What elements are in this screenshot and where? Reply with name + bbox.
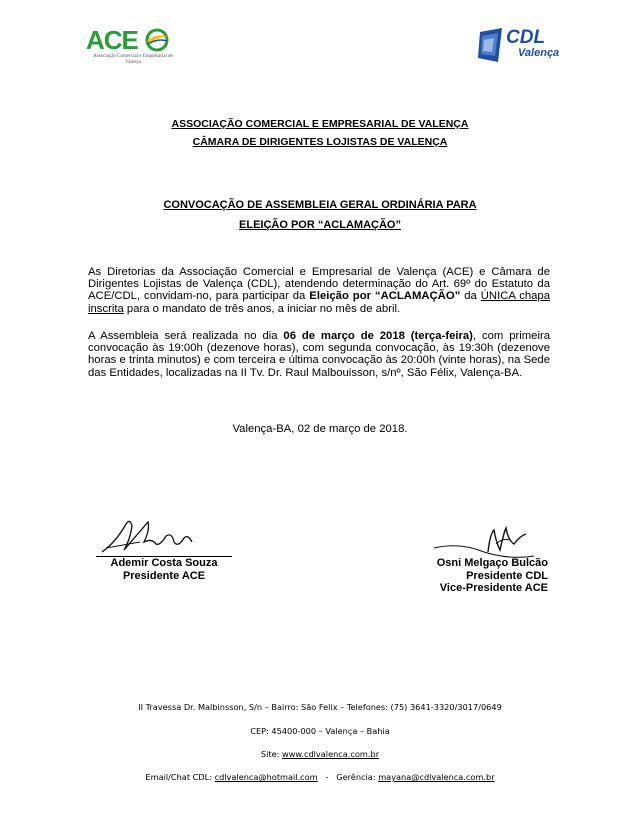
- ace-logo-tagline: Associação Comercial e Empresarial de Valença: [93, 54, 173, 65]
- paragraph-assembly: [88, 330, 550, 379]
- footer-gerencia-label: - Gerência:: [317, 772, 379, 782]
- footer-site-label: Site:: [260, 749, 283, 759]
- footer-site-link[interactable]: www.cdlvalenca.com.br: [282, 749, 380, 759]
- paragraph-assembly-text1: A Assembleia será realizada no dia: [88, 330, 284, 342]
- signature-right: [418, 557, 548, 595]
- header-line-cdl: CÂMARA DE DIRIGENTES LOJISTAS DE VALENÇA: [192, 136, 448, 148]
- footer-site: [0, 749, 640, 759]
- header-line-ace: ASSOCIAÇÃO COMERCIAL E EMPRESARIAL DE VALENÇA: [171, 118, 469, 130]
- cdl-logo-swoosh-icon: [478, 28, 508, 62]
- paragraph-invitation-underlined: ÚNICA chapa inscrita: [88, 290, 550, 315]
- paragraph-invitation-text3: para o mandato de três anos, a iniciar no mês de abril.: [123, 302, 401, 315]
- paragraph-invitation-bold: Eleição por “ACLAMAÇÃO”: [309, 290, 461, 303]
- signature-right-scribble-icon: [430, 522, 540, 562]
- cdl-logo-name: CDL: [506, 27, 546, 48]
- cdl-logo: [478, 28, 558, 64]
- footer-address: II Travessa Dr. Malbinsson, S/n – Bairro: São Felix – Telefones: (75) 3641-3320/3017/0649: [138, 702, 502, 712]
- document-title: CONVOCAÇÃO DE ASSEMBLEIA GERAL ORDINÁRIA PARA: [163, 199, 477, 211]
- paragraph-assembly-text2: , com primeira convocação às 19:00h (dezenove horas), com segunda convocação, às 19:30h (dezenove horas e trinta minutos) e com terceira e última convocação às 20:00h (vinte horas), na Sede das Entidades, localizadas na II Tv. Dr. Raul Malbouisson, s/nº, São Félix, Valença-BA.: [88, 330, 550, 379]
- signature-right-role-cdl: Presidente CDL: [466, 569, 548, 582]
- paragraph-invitation-text2: da: [460, 290, 481, 303]
- signature-left-role: Presidente ACE: [122, 569, 206, 582]
- paragraph-invitation: [88, 266, 550, 315]
- footer-cep: CEP: 45400-000 – Valença – Bahia: [250, 726, 390, 736]
- paragraph-invitation-text1: As Diretorias da Associação Comercial e Empresarial de Valença (ACE) e Câmara de Dirigentes Lojistas de Valença (CDL), atendendo determinação do Art. 69º do Estatuto da ACE/CDL, convidam-no, para participar da: [88, 266, 550, 303]
- ace-logo-wordmark: ACE: [86, 25, 138, 55]
- signature-left-name: Ademir Costa Souza: [110, 557, 218, 569]
- footer-contacts: [0, 772, 640, 782]
- document-subtitle: ELEIÇÃO POR “ACLAMAÇÃO”: [239, 219, 401, 231]
- footer-email-link[interactable]: cdlvalenca@hotmail.com: [214, 772, 318, 782]
- dateline: Valença-BA, 02 de março de 2018.: [232, 423, 408, 435]
- ace-logo: [86, 26, 178, 66]
- footer-gerencia-link[interactable]: mayana@cdlvalenca.com.br: [378, 772, 495, 782]
- signature-right-role-ace: Vice-Presidente ACE: [439, 582, 548, 594]
- ace-logo-emblem-icon: [142, 28, 172, 52]
- signature-left: [104, 557, 224, 582]
- cdl-logo-city: Valença: [518, 47, 560, 59]
- signature-left-scribble-icon: [96, 512, 206, 556]
- signature-right-name: Osni Melgaço Bulcão: [436, 557, 548, 569]
- footer-email-label: Email/Chat CDL:: [145, 772, 215, 782]
- paragraph-assembly-date: 06 de março de 2018 (terça-feira): [283, 330, 473, 342]
